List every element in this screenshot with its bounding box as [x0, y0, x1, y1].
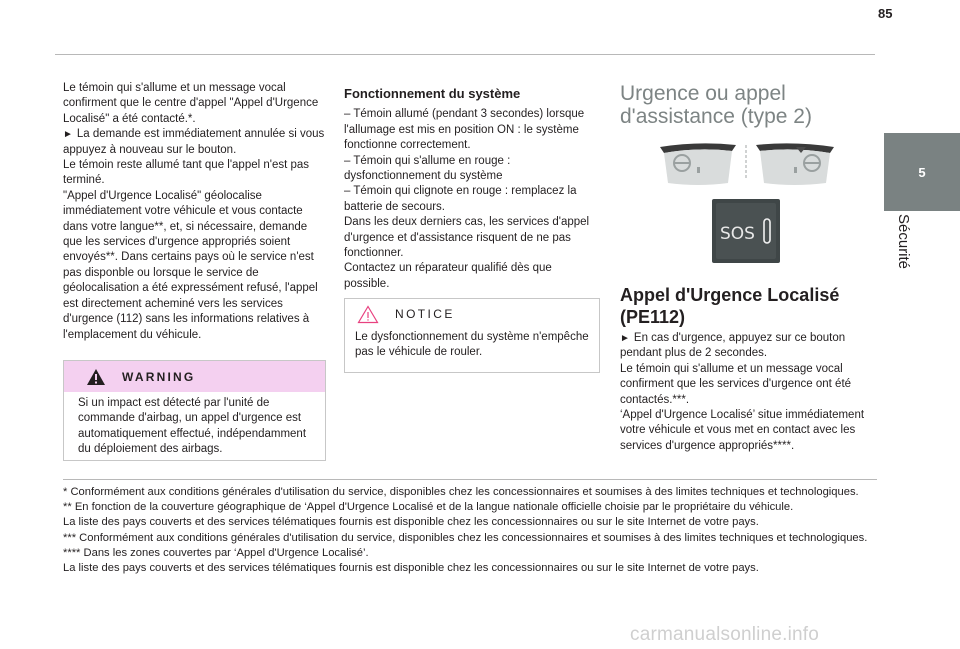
chapter-tab[interactable] [884, 133, 960, 211]
col2-line: Dans les deux derniers cas, les services d'appel d'urgence et d'assistance risquent de ne pas fonctionner. [344, 216, 590, 260]
footnote-divider [63, 479, 877, 480]
emergency-call-heading: Urgence ou appel d'assistance (type 2) [620, 82, 812, 128]
col3-paragraph: ‘Appel d'Urgence Localisé’ situe immédiatement votre véhicule et vous met en contact avec les services d'urgence appropriés****. [620, 409, 865, 452]
pe112-heading: Appel d'Urgence Localisé (PE112) [620, 285, 840, 327]
top-divider [55, 54, 875, 55]
arrow-icon: ► [63, 129, 73, 141]
col2-line: – Témoin qui clignote en rouge : remplacez la batterie de secours. [344, 185, 577, 213]
footnote: La liste des pays couverts et des services télématiques fournis est disponible chez les concessionnaires ou sur le site Internet de votre pays. [63, 516, 759, 529]
col3-paragraph: ► En cas d'urgence, appuyez sur ce bouton pendant plus de 2 secondes. [620, 332, 846, 360]
warning-box [63, 360, 326, 461]
sos-illustration [658, 141, 838, 267]
column-3 [620, 82, 876, 128]
warning-header [64, 361, 325, 392]
column-2 [344, 86, 600, 292]
ceiling-console-icon [658, 141, 838, 267]
footnotes [63, 485, 877, 576]
warning-triangle-icon [86, 368, 106, 386]
footnote: *** Conformément aux conditions générales d'utilisation du service, disponibles chez les concessionnaires et soumises à des limites techniques et technologiques. [63, 531, 868, 544]
col2-line: – Témoin qui s'allume en rouge : dysfonctionnement du système [344, 154, 511, 183]
col1-paragraph: ► La demande est immédiatement annulée si vous appuyez à nouveau sur le bouton. [63, 128, 325, 156]
page-number: 85 [878, 6, 893, 21]
col2-line: – Témoin allumé (pendant 3 secondes) lorsque l'allumage est mis en position ON : le système fonctionne correctement. [344, 108, 585, 152]
footnote: **** Dans les zones couvertes par ‘Appel d'Urgence Localisé’. [63, 546, 369, 559]
sos-button-label: SOS [720, 224, 755, 244]
warning-title: WARNING [122, 369, 196, 384]
col1-paragraph: Le témoin qui s'allume et un message vocal confirment que le centre d'appel "Appel d'Urgence Localisé" a été contacté.*. [63, 82, 319, 125]
column-3-body [620, 331, 876, 454]
col3-paragraph: Le témoin qui s'allume et un message vocal confirment que les services d'urgence ont été contactés.***. [620, 362, 852, 406]
warning-text: Si un impact est détecté par l'unité de commande d'airbag, un appel d'urgence est automatiquement effectué, indépendamment du déploiement des airbags. [78, 397, 307, 456]
arrow-icon: ► [620, 333, 630, 344]
notice-text: Le dysfonctionnement du système n'empêche pas le véhicule de rouler. [355, 331, 589, 359]
chapter-number: 5 [918, 164, 926, 180]
notice-box [344, 298, 600, 373]
column-1 [63, 81, 327, 343]
col2-line: Contactez un réparateur qualifié dès que possible. [344, 262, 552, 290]
notice-title: NOTICE [395, 307, 455, 321]
footnote: La liste des pays couverts et des services télématiques fournis est disponible chez les concessionnaires ou sur le site Internet de votre pays. [63, 562, 759, 575]
col1-paragraph: "Appel d'Urgence Localisé" géolocalise immédiatement votre véhicule et vous contacte dans votre langue**, et, si nécessaire, demande que les services d'urgence appropriés soient envoyés**. Dans certains pays où le service n'est pas disponble ou lorsque le service de géolocalisation a été expressément refusé, l'appel est directement acheminé vers les services d'urgence (112) sans les informations relatives à l'emplacement du véhicule. [63, 189, 318, 341]
notice-header [345, 299, 599, 329]
notice-triangle-icon [357, 305, 379, 324]
footnote: * Conformément aux conditions générales d'utilisation du service, disponibles chez les concessionnaires et soumises à des limites techniques et technologiques. [63, 486, 859, 498]
chapter-label: Sécurité [895, 214, 912, 270]
footnote: ** En fonction de la couverture géographique de ‘Appel d'Urgence Localisé et de la langue nationale officielle choisie par le propriétaire du véhicule. [63, 501, 794, 514]
col1-paragraph: Le témoin reste allumé tant que l'appel n'est pas terminé. [63, 159, 310, 187]
watermark: carmanualsonline.info [630, 624, 820, 645]
system-operation-heading: Fonctionnement du système [344, 86, 521, 101]
